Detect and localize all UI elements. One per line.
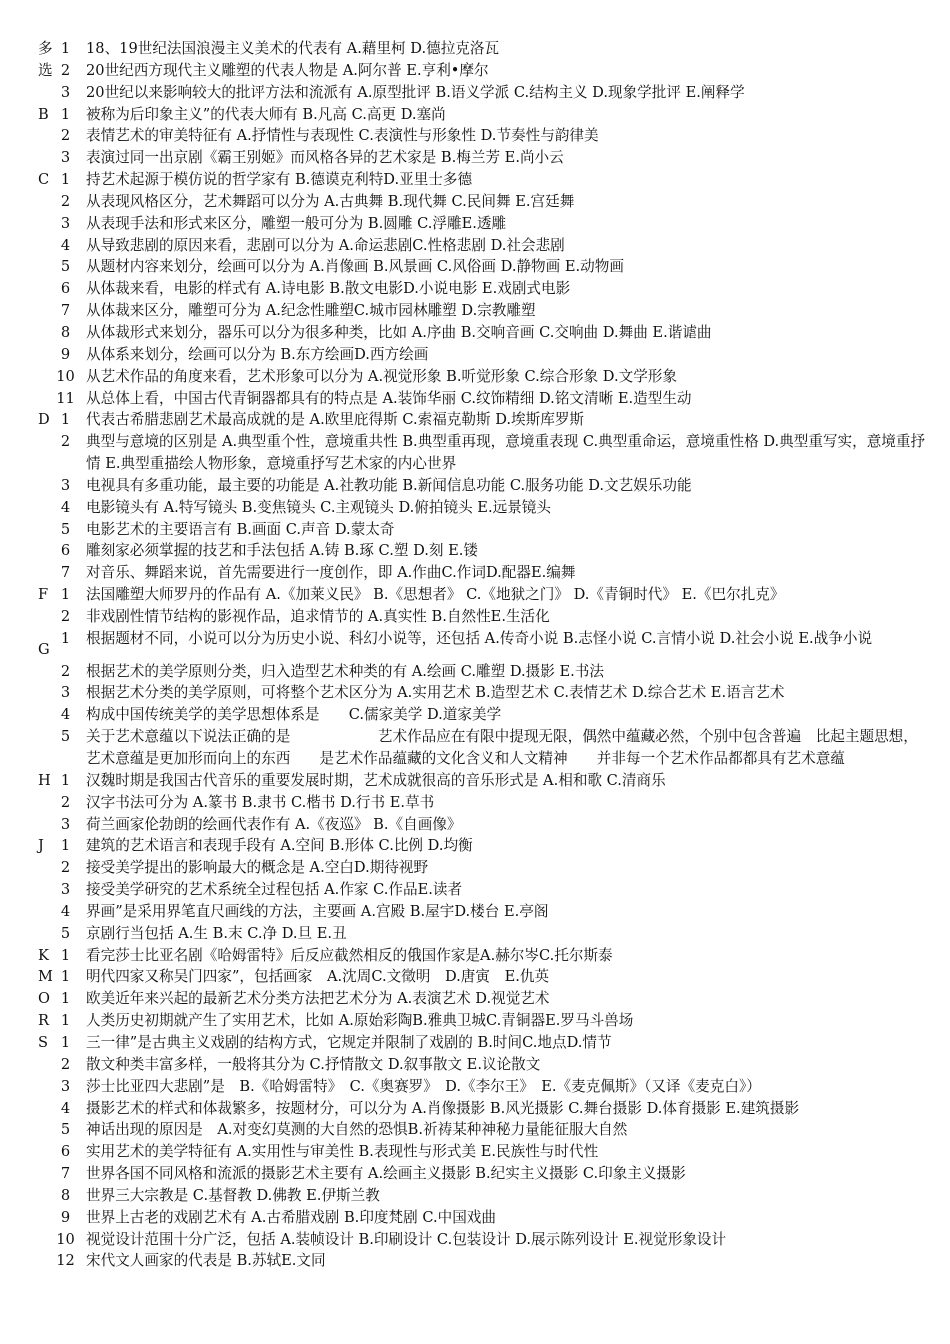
question-number: 5 xyxy=(60,924,71,942)
question-number: 5 xyxy=(60,728,71,746)
question-number: 2 xyxy=(60,192,71,210)
question-row xyxy=(0,431,950,475)
question-text: 从体系来划分，绘画可以分为 B.东方绘画D.西方绘画 xyxy=(86,345,429,363)
question-row xyxy=(0,191,950,213)
question-number: 12 xyxy=(56,1252,75,1270)
question-row xyxy=(0,82,950,104)
question-number: 5 xyxy=(60,520,71,538)
question-row xyxy=(0,835,950,857)
question-row xyxy=(0,235,950,257)
question-row xyxy=(0,988,950,1010)
question-text: 关于艺术意蕴以下说法正确的是 艺术作品应在有限中提现无限，偶然中蕴藏必然，个别中包含普遍 比起主题思想，艺术意蕴是更加形而向上的东西 是艺术作品蕴藏的文化含义和人文精神 并非每一个艺术作品都都具有艺术意蕴 xyxy=(86,728,918,767)
section-letter: 多 xyxy=(38,40,53,57)
question-text: 从体裁形式来划分，器乐可以分为很多种类，比如 A.序曲 B.交响音画 C.交响曲 D.舞曲 E.谐谑曲 xyxy=(86,323,712,341)
question-number: 3 xyxy=(60,684,71,702)
question-number: 6 xyxy=(60,280,71,298)
question-row xyxy=(0,322,950,344)
question-row xyxy=(0,1076,950,1098)
question-text: 从体裁来看，电影的样式有 A.诗电影 B.散文电影D.小说电影 E.戏剧式电影 xyxy=(86,280,571,298)
question-row xyxy=(0,726,950,770)
question-row xyxy=(0,300,950,322)
question-number: 7 xyxy=(60,564,71,582)
question-text: 三一律”是古典主义戏剧的结构方式，它规定并限制了戏剧的 B.时间C.地点D.情节 xyxy=(86,1033,612,1051)
question-text: 表演过同一出京剧《霸王别姬》而风格各异的艺术家是 B.梅兰芳 E.尚小云 xyxy=(86,149,564,167)
question-text: 世界各国不同风格和流派的摄影艺术主要有 A.绘画主义摄影 B.纪实主义摄影 C.印象主义摄影 xyxy=(86,1165,686,1183)
question-row xyxy=(0,147,950,169)
question-row xyxy=(0,519,950,541)
section-letter: H xyxy=(38,771,51,789)
question-row xyxy=(0,60,950,82)
question-text: 构成中国传统美学的美学思想体系是 C.儒家美学 D.道家美学 xyxy=(86,706,502,724)
question-number: 8 xyxy=(60,1186,71,1204)
question-text: 神话出现的原因是 A.对变幻莫测的大自然的恐惧B.祈祷某种神秘力量能征服大自然 xyxy=(86,1121,628,1139)
question-text: 看完莎士比亚名剧《哈姆雷特》后反应截然相反的俄国作家是A.赫尔岑C.托尔斯泰 xyxy=(86,946,613,964)
question-text: 实用艺术的美学特征有 A.实用性与审美性 B.表现性与形式美 E.民族性与时代性 xyxy=(86,1143,599,1161)
question-text: 荷兰画家伦勃朗的绘画代表作有 A.《夜巡》 B.《自画像》 xyxy=(86,815,462,833)
question-text: 根据艺术的美学原则分类，归入造型艺术种类的有 A.绘画 C.雕塑 D.摄影 E.书法 xyxy=(86,662,604,680)
question-number: 2 xyxy=(60,662,71,680)
question-number: 9 xyxy=(60,345,71,363)
question-row xyxy=(0,256,950,278)
section-letter: G xyxy=(38,640,50,658)
question-number: 1 xyxy=(60,586,71,604)
question-row xyxy=(0,814,950,836)
question-text: 世界三大宗教是 C.基督教 D.佛教 E.伊斯兰教 xyxy=(86,1186,380,1204)
question-text: 20世纪以来影响较大的批评方法和流派有 A.原型批评 B.语义学派 C.结构主义 D.现象学批评 E.阐释学 xyxy=(86,83,745,101)
question-number: 3 xyxy=(60,214,71,232)
question-number: 2 xyxy=(60,793,71,811)
question-number: 1 xyxy=(60,1012,71,1030)
question-row xyxy=(0,562,950,584)
question-number: 1 xyxy=(60,968,71,986)
question-number: 2 xyxy=(60,433,71,451)
section-letter: O xyxy=(38,990,50,1008)
question-number: 6 xyxy=(60,542,71,560)
question-row xyxy=(0,628,950,661)
question-text: 根据题材不同，小说可以分为历史小说、科幻小说等，还包括 A.传奇小说 B.志怪小说 C.言情小说 D.社会小说 E.战争小说 xyxy=(86,629,873,647)
question-text: 对音乐、舞蹈来说，首先需要进行一度创作，即 A.作曲C.作词D.配器E.编舞 xyxy=(86,564,576,582)
question-text: 被称为后印象主义”的代表大师有 B.凡高 C.高更 D.塞尚 xyxy=(86,105,446,123)
question-number: 1 xyxy=(60,837,71,855)
question-text: 表情艺术的审美特征有 A.抒情性与表现性 C.表演性与形象性 D.节奏性与韵律美 xyxy=(86,127,599,145)
question-row xyxy=(0,682,950,704)
question-text: 非戏剧性情节结构的影视作品，追求情节的 A.真实性 B.自然性E.生活化 xyxy=(86,607,550,625)
question-number: 3 xyxy=(60,881,71,899)
section-letter: K xyxy=(38,946,49,964)
question-number: 1 xyxy=(60,771,71,789)
question-number: 8 xyxy=(60,323,71,341)
question-row xyxy=(0,169,950,191)
question-row xyxy=(0,1207,950,1229)
question-number: 2 xyxy=(60,859,71,877)
question-text: 人类历史初期就产生了实用艺术，比如 A.原始彩陶B.雅典卫城C.青铜器E.罗马斗兽场 xyxy=(86,1012,634,1030)
question-number: 5 xyxy=(60,1121,71,1139)
question-row xyxy=(0,1229,950,1251)
question-number: 4 xyxy=(60,236,71,254)
question-number: 1 xyxy=(60,105,71,123)
question-number: 4 xyxy=(60,902,71,920)
question-text: 20世纪西方现代主义雕塑的代表人物是 A.阿尔普 E.亨利•摩尔 xyxy=(86,61,489,79)
question-number: 11 xyxy=(56,389,75,407)
question-text: 京剧行当包括 A.生 B.末 C.净 D.旦 E.丑 xyxy=(86,924,347,942)
question-row xyxy=(0,475,950,497)
question-number: 1 xyxy=(60,40,71,57)
question-number: 3 xyxy=(60,83,71,101)
question-text: 持艺术起源于模仿说的哲学家有 B.德谟克利特D.亚里士多德 xyxy=(86,171,473,189)
question-text: 世界上古老的戏剧艺术有 A.古希腊戏剧 B.印度梵剧 C.中国戏曲 xyxy=(86,1208,496,1226)
question-number: 3 xyxy=(60,476,71,494)
question-number: 7 xyxy=(60,302,71,320)
question-number: 3 xyxy=(60,1077,71,1095)
question-text: 明代四家又称吴门四家”，包括画家 A.沈周C.文徵明 D.唐寅 E.仇英 xyxy=(86,968,550,986)
question-row xyxy=(0,1250,950,1272)
question-text: 汉魏时期是我国古代音乐的重要发展时期，艺术成就很高的音乐形式是 A.相和歌 C.清商乐 xyxy=(86,771,666,789)
question-row xyxy=(0,125,950,147)
question-number: 1 xyxy=(60,990,71,1008)
question-row xyxy=(0,945,950,967)
question-number: 9 xyxy=(60,1208,71,1226)
question-row xyxy=(0,1054,950,1076)
question-row xyxy=(0,1141,950,1163)
question-text: 接受美学研究的艺术系统全过程包括 A.作家 C.作品E.读者 xyxy=(86,881,463,899)
question-text: 代表古希腊悲剧艺术最高成就的是 A.欧里庇得斯 C.索福克勒斯 D.埃斯库罗斯 xyxy=(86,411,585,429)
question-row xyxy=(0,901,950,923)
question-text: 从体裁来区分，雕塑可分为 A.纪念性雕塑C.城市园林雕塑 D.宗教雕塑 xyxy=(86,302,536,320)
question-row xyxy=(0,704,950,726)
section-letter: S xyxy=(38,1033,48,1051)
question-number: 3 xyxy=(60,815,71,833)
section-letter: J xyxy=(38,837,44,855)
question-row xyxy=(0,923,950,945)
question-number: 1 xyxy=(60,1033,71,1051)
question-row xyxy=(0,879,950,901)
section-letter: 选 xyxy=(38,61,53,79)
section-letter: M xyxy=(38,968,53,986)
question-row xyxy=(0,38,950,60)
question-number: 4 xyxy=(60,498,71,516)
question-number: 7 xyxy=(60,1165,71,1183)
question-number: 1 xyxy=(60,946,71,964)
question-row xyxy=(0,1185,950,1207)
question-text: 从导致悲剧的原因来看，悲剧可以分为 A.命运悲剧C.性格悲剧 D.社会悲剧 xyxy=(86,236,565,254)
question-text: 欧美近年来兴起的最新艺术分类方法把艺术分为 A.表演艺术 D.视觉艺术 xyxy=(86,990,550,1008)
question-row xyxy=(0,344,950,366)
question-number: 1 xyxy=(60,411,71,429)
question-row xyxy=(0,388,950,410)
question-number: 1 xyxy=(60,629,71,647)
question-number: 5 xyxy=(60,258,71,276)
question-row xyxy=(0,213,950,235)
section-letter: D xyxy=(38,411,50,429)
question-row xyxy=(0,104,950,126)
question-number: 6 xyxy=(60,1143,71,1161)
question-row xyxy=(0,770,950,792)
question-row xyxy=(0,409,950,431)
question-text: 电视具有多重功能，最主要的功能是 A.社教功能 B.新闻信息功能 C.服务功能 D.文艺娱乐功能 xyxy=(86,476,692,494)
question-number: 2 xyxy=(60,61,71,79)
question-text: 散文种类丰富多样，一般将其分为 C.抒情散文 D.叙事散文 E.议论散文 xyxy=(86,1055,541,1073)
question-row xyxy=(0,1032,950,1054)
question-text: 从表现手法和形式来区分，雕塑一般可分为 B.圆雕 C.浮雕E.透雕 xyxy=(86,214,507,232)
question-row xyxy=(0,1098,950,1120)
question-row xyxy=(0,792,950,814)
question-text: 宋代文人画家的代表是 B.苏轼E.文同 xyxy=(86,1252,326,1270)
question-row xyxy=(0,966,950,988)
question-row xyxy=(0,540,950,562)
question-text: 法国雕塑大师罗丹的作品有 A.《加莱义民》 B.《思想者》 C.《地狱之门》 D.《青铜时代》 E.《巴尔扎克》 xyxy=(86,586,785,604)
question-text: 界画”是采用界笔直尺画线的方法，主要画 A.宫殿 B.屋宇D.楼台 E.亭阁 xyxy=(86,902,549,920)
question-text: 18、19世纪法国浪漫主义美术的代表有 A.藉里柯 D.德拉克洛瓦 xyxy=(86,40,500,57)
question-text: 接受美学提出的影响最大的概念是 A.空白D.期待视野 xyxy=(86,859,429,877)
question-number: 2 xyxy=(60,1055,71,1073)
question-text: 汉字书法可分为 A.篆书 B.隶书 C.楷书 D.行书 E.草书 xyxy=(86,793,435,811)
question-number: 3 xyxy=(60,149,71,167)
question-row xyxy=(0,1163,950,1185)
question-row xyxy=(0,1119,950,1141)
question-row xyxy=(0,1010,950,1032)
question-number: 1 xyxy=(60,171,71,189)
section-letter: C xyxy=(38,171,50,189)
question-text: 电影镜头有 A.特写镜头 B.变焦镜头 C.主观镜头 D.俯拍镜头 E.远景镜头 xyxy=(86,498,551,516)
question-text: 视觉设计范围十分广泛，包括 A.装帧设计 B.印刷设计 C.包装设计 D.展示陈列设计 E.视觉形象设计 xyxy=(86,1230,727,1248)
question-text: 电影艺术的主要语言有 B.画面 C.声音 D.蒙太奇 xyxy=(86,520,395,538)
question-row xyxy=(0,278,950,300)
question-text: 从题材内容来划分，绘画可以分为 A.肖像画 B.风景画 C.风俗画 D.静物画 E.动物画 xyxy=(86,258,624,276)
question-list xyxy=(0,38,950,1272)
question-text: 从总体上看，中国古代青铜器都具有的特点是 A.装饰华丽 C.纹饰精细 D.铭文清晰 E.造型生动 xyxy=(86,389,692,407)
question-number: 10 xyxy=(56,1230,75,1248)
question-number: 2 xyxy=(60,127,71,145)
question-text: 根据艺术分类的美学原则，可将整个艺术区分为 A.实用艺术 B.造型艺术 C.表情艺术 D.综合艺术 E.语言艺术 xyxy=(86,684,785,702)
question-number: 4 xyxy=(60,1099,71,1117)
section-letter: F xyxy=(38,586,49,604)
question-text: 从艺术作品的角度来看，艺术形象可以分为 A.视觉形象 B.听觉形象 C.综合形象 D.文学形象 xyxy=(86,367,677,385)
question-number: 2 xyxy=(60,607,71,625)
question-text: 摄影艺术的样式和体裁繁多，按题材分，可以分为 A.肖像摄影 B.风光摄影 C.舞台摄影 D.体育摄影 E.建筑摄影 xyxy=(86,1099,800,1117)
question-number: 4 xyxy=(60,706,71,724)
question-number: 10 xyxy=(56,367,75,385)
question-row xyxy=(0,661,950,683)
question-text: 莎士比亚四大悲剧”是 B.《哈姆雷特》 C.《奥赛罗》 D.《李尔王》 E.《麦克佩斯》（又译《麦克白》） xyxy=(86,1077,761,1095)
question-row xyxy=(0,857,950,879)
question-text: 从表现风格区分，艺术舞蹈可以分为 A.古典舞 B.现代舞 C.民间舞 E.宫廷舞 xyxy=(86,192,575,210)
section-letter: B xyxy=(38,105,49,123)
question-text: 雕刻家必须掌握的技艺和手法包括 A.铸 B.琢 C.塑 D.刻 E.镂 xyxy=(86,542,479,560)
question-text: 典型与意境的区别是 A.典型重个性，意境重共性 B.典型重再现，意境重表现 C.典型重命运，意境重性格 D.典型重写实，意境重抒情 E.典型重描绘人物形象，意境重抒写艺术家的内心世界 xyxy=(86,433,926,473)
section-letter: R xyxy=(38,1012,49,1030)
question-row xyxy=(0,584,950,606)
question-row xyxy=(0,497,950,519)
question-text: 建筑的艺术语言和表现手段有 A.空间 B.形体 C.比例 D.均衡 xyxy=(86,837,473,855)
question-row xyxy=(0,366,950,388)
question-row xyxy=(0,606,950,628)
